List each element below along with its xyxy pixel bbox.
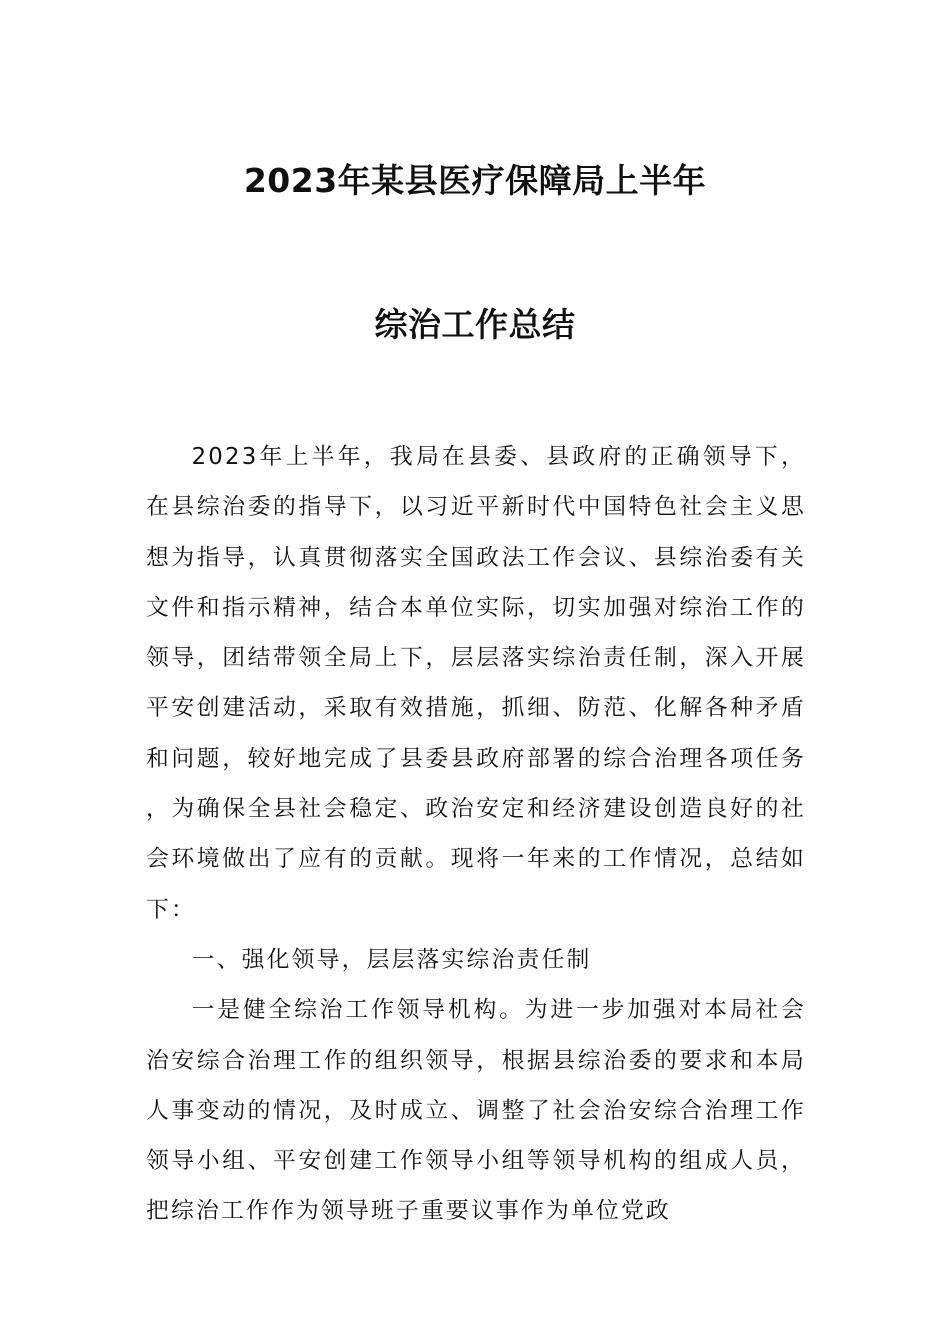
document-body [146, 432, 806, 1237]
body-paragraph: 一是健全综治工作领导机构。为进一步加强对本局社会治安综合治理工作的组织领导，根据县综治委的要求和本局人事变动的情况，及时成立、调整了社会治安综合治理工作领导小组、平安创建工作领导小组等领导机构的组成人员，把综治工作作为领导班子重要议事作为单位党政 [146, 997, 806, 1225]
intro-paragraph: 2023年上半年，我局在县委、县政府的正确领导下，在县综治委的指导下，以习近平新时代中国特色社会主义思想为指导，认真贯彻落实全国政法工作会议、县综治委有关文件和指示精神，结合本单位实际，切实加强对综治工作的领导，团结带领全局上下，层层落实综治责任制，深入开展平安创建活动，采取有效措施，抓细、防范、化解各种矛盾和问题，较好地完成了县委县政府部署的综合治理各项任务，为确保全县社会稳定、政治安定和经济建设创造良好的社会环境做出了应有的贡献。现将一年来的工作情况，总结如下： [146, 444, 806, 923]
document-title-line-2: 综治工作总结 [374, 305, 576, 344]
section-heading-1: 一、强化领导，层层落实综治责任制 [191, 946, 592, 973]
document-title-line-1: 2023年某县医疗保障局上半年 [243, 161, 707, 200]
